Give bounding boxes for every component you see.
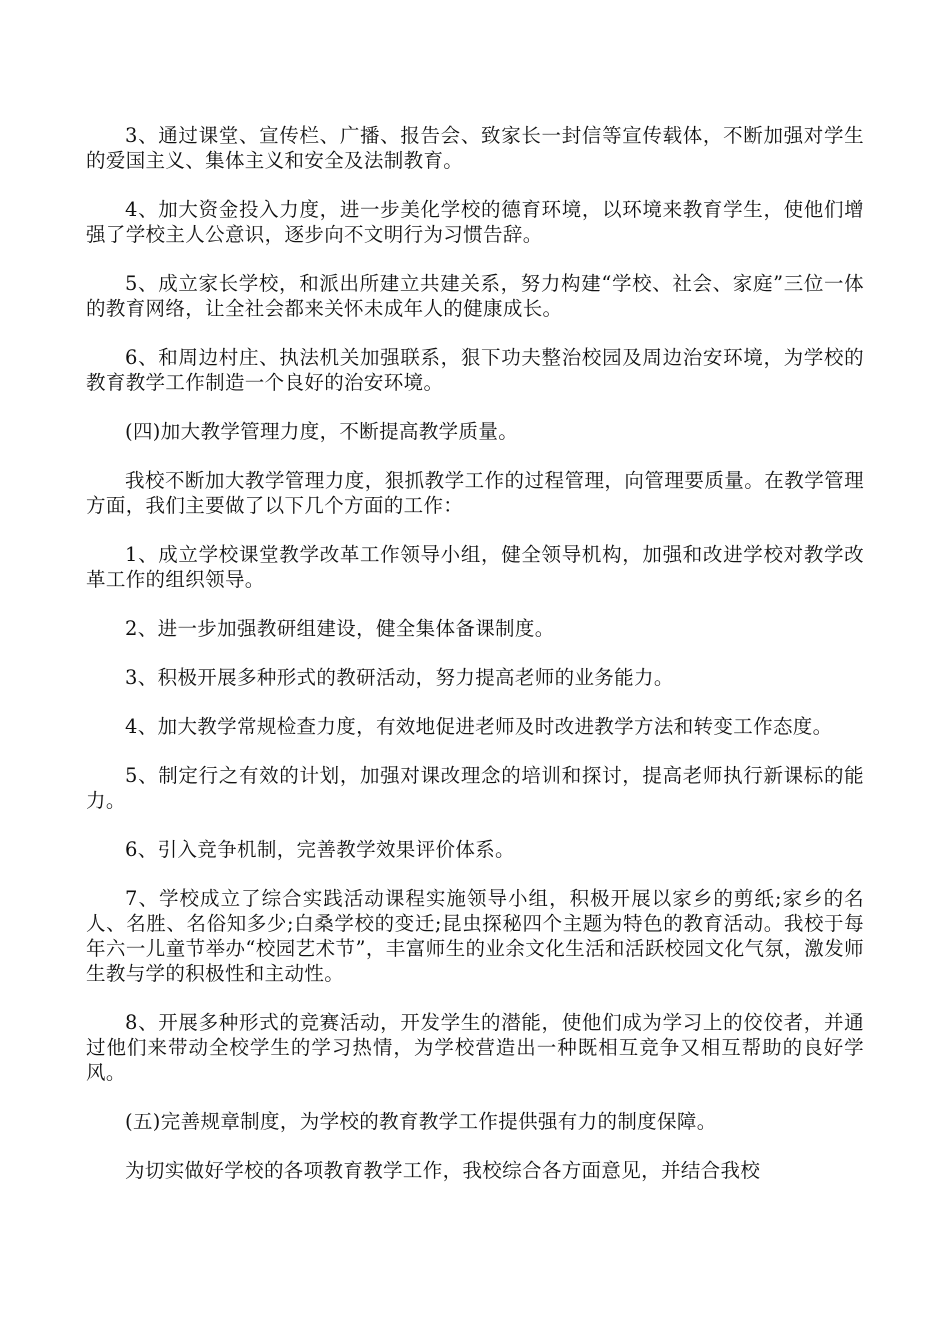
paragraph-item-4-environment: 4、加大资金投入力度，进一步美化学校的德育环境，以环境来教育学生，使他们增强了学校主人公意识，逐步向不文明行为习惯告辞。 [86, 198, 864, 246]
paragraph-item-4-inspection: 4、加大教学常规检查力度，有效地促进老师及时改进教学方法和转变工作态度。 [125, 715, 833, 738]
paragraph-item-8-contests: 8、开展多种形式的竞赛活动，开发学生的潜能，使他们成为学习上的佼佼者，并通过他们来带动全校学生的学习热情，为学校营造出一种既相互竞争又相互帮助的良好学风。 [86, 1011, 864, 1084]
paragraph-item-2-lesson-prep: 2、进一步加强教研组建设，健全集体备课制度。 [125, 617, 555, 640]
paragraph-item-3-propaganda: 3、通过课堂、宣传栏、广播、报告会、致家长一封信等宣传载体，不断加强对学生的爱国主义、集体主义和安全及法制教育。 [86, 124, 864, 172]
paragraph-item-6-security: 6、和周边村庄、执法机关加强联系，狠下功夫整治校园及周边治安环境，为学校的教育教学工作制造一个良好的治安环境。 [86, 346, 864, 394]
paragraph-item-1-reform-group: 1、成立学校课堂教学改革工作领导小组，健全领导机构，加强和改进学校对教学改革工作的组织领导。 [86, 543, 864, 591]
paragraph-item-7-activities: 7、学校成立了综合实践活动课程实施领导小组，积极开展以家乡的剪纸;家乡的名人、名胜、名俗知多少;白桑学校的变迁;昆虫探秘四个主题为特色的教育活动。我校于每年六一儿童节举办“校园艺术节”，丰富师生的业余文化生活和活跃校园文化气氛，激发师生教与学的积极性和主动性。 [86, 887, 864, 985]
paragraph-item-3-research: 3、积极开展多种形式的教研活动，努力提高老师的业务能力。 [125, 666, 674, 689]
paragraph-regulations: 为切实做好学校的各项教育教学工作，我校综合各方面意见，并结合我校 [125, 1159, 761, 1182]
section-heading-5: (五)完善规章制度，为学校的教育教学工作提供强有力的制度保障。 [125, 1110, 717, 1133]
section-heading-4: (四)加大教学管理力度，不断提高教学质量。 [125, 420, 519, 443]
paragraph-item-5-parent-school: 5、成立家长学校，和派出所建立共建关系，努力构建“学校、社会、家庭”三位一体的教育网络，让全社会都来关怀未成年人的健康成长。 [86, 272, 864, 320]
paragraph-item-6-competition: 6、引入竞争机制，完善教学效果评价体系。 [125, 838, 515, 861]
paragraph-teaching-management: 我校不断加大教学管理力度，狠抓教学工作的过程管理，向管理要质量。在教学管理方面，我们主要做了以下几个方面的工作： [86, 469, 864, 517]
document-page [86, 123, 864, 1183]
paragraph-item-5-plan: 5、制定行之有效的计划，加强对课改理念的培训和探讨，提高老师执行新课标的能力。 [86, 764, 864, 812]
